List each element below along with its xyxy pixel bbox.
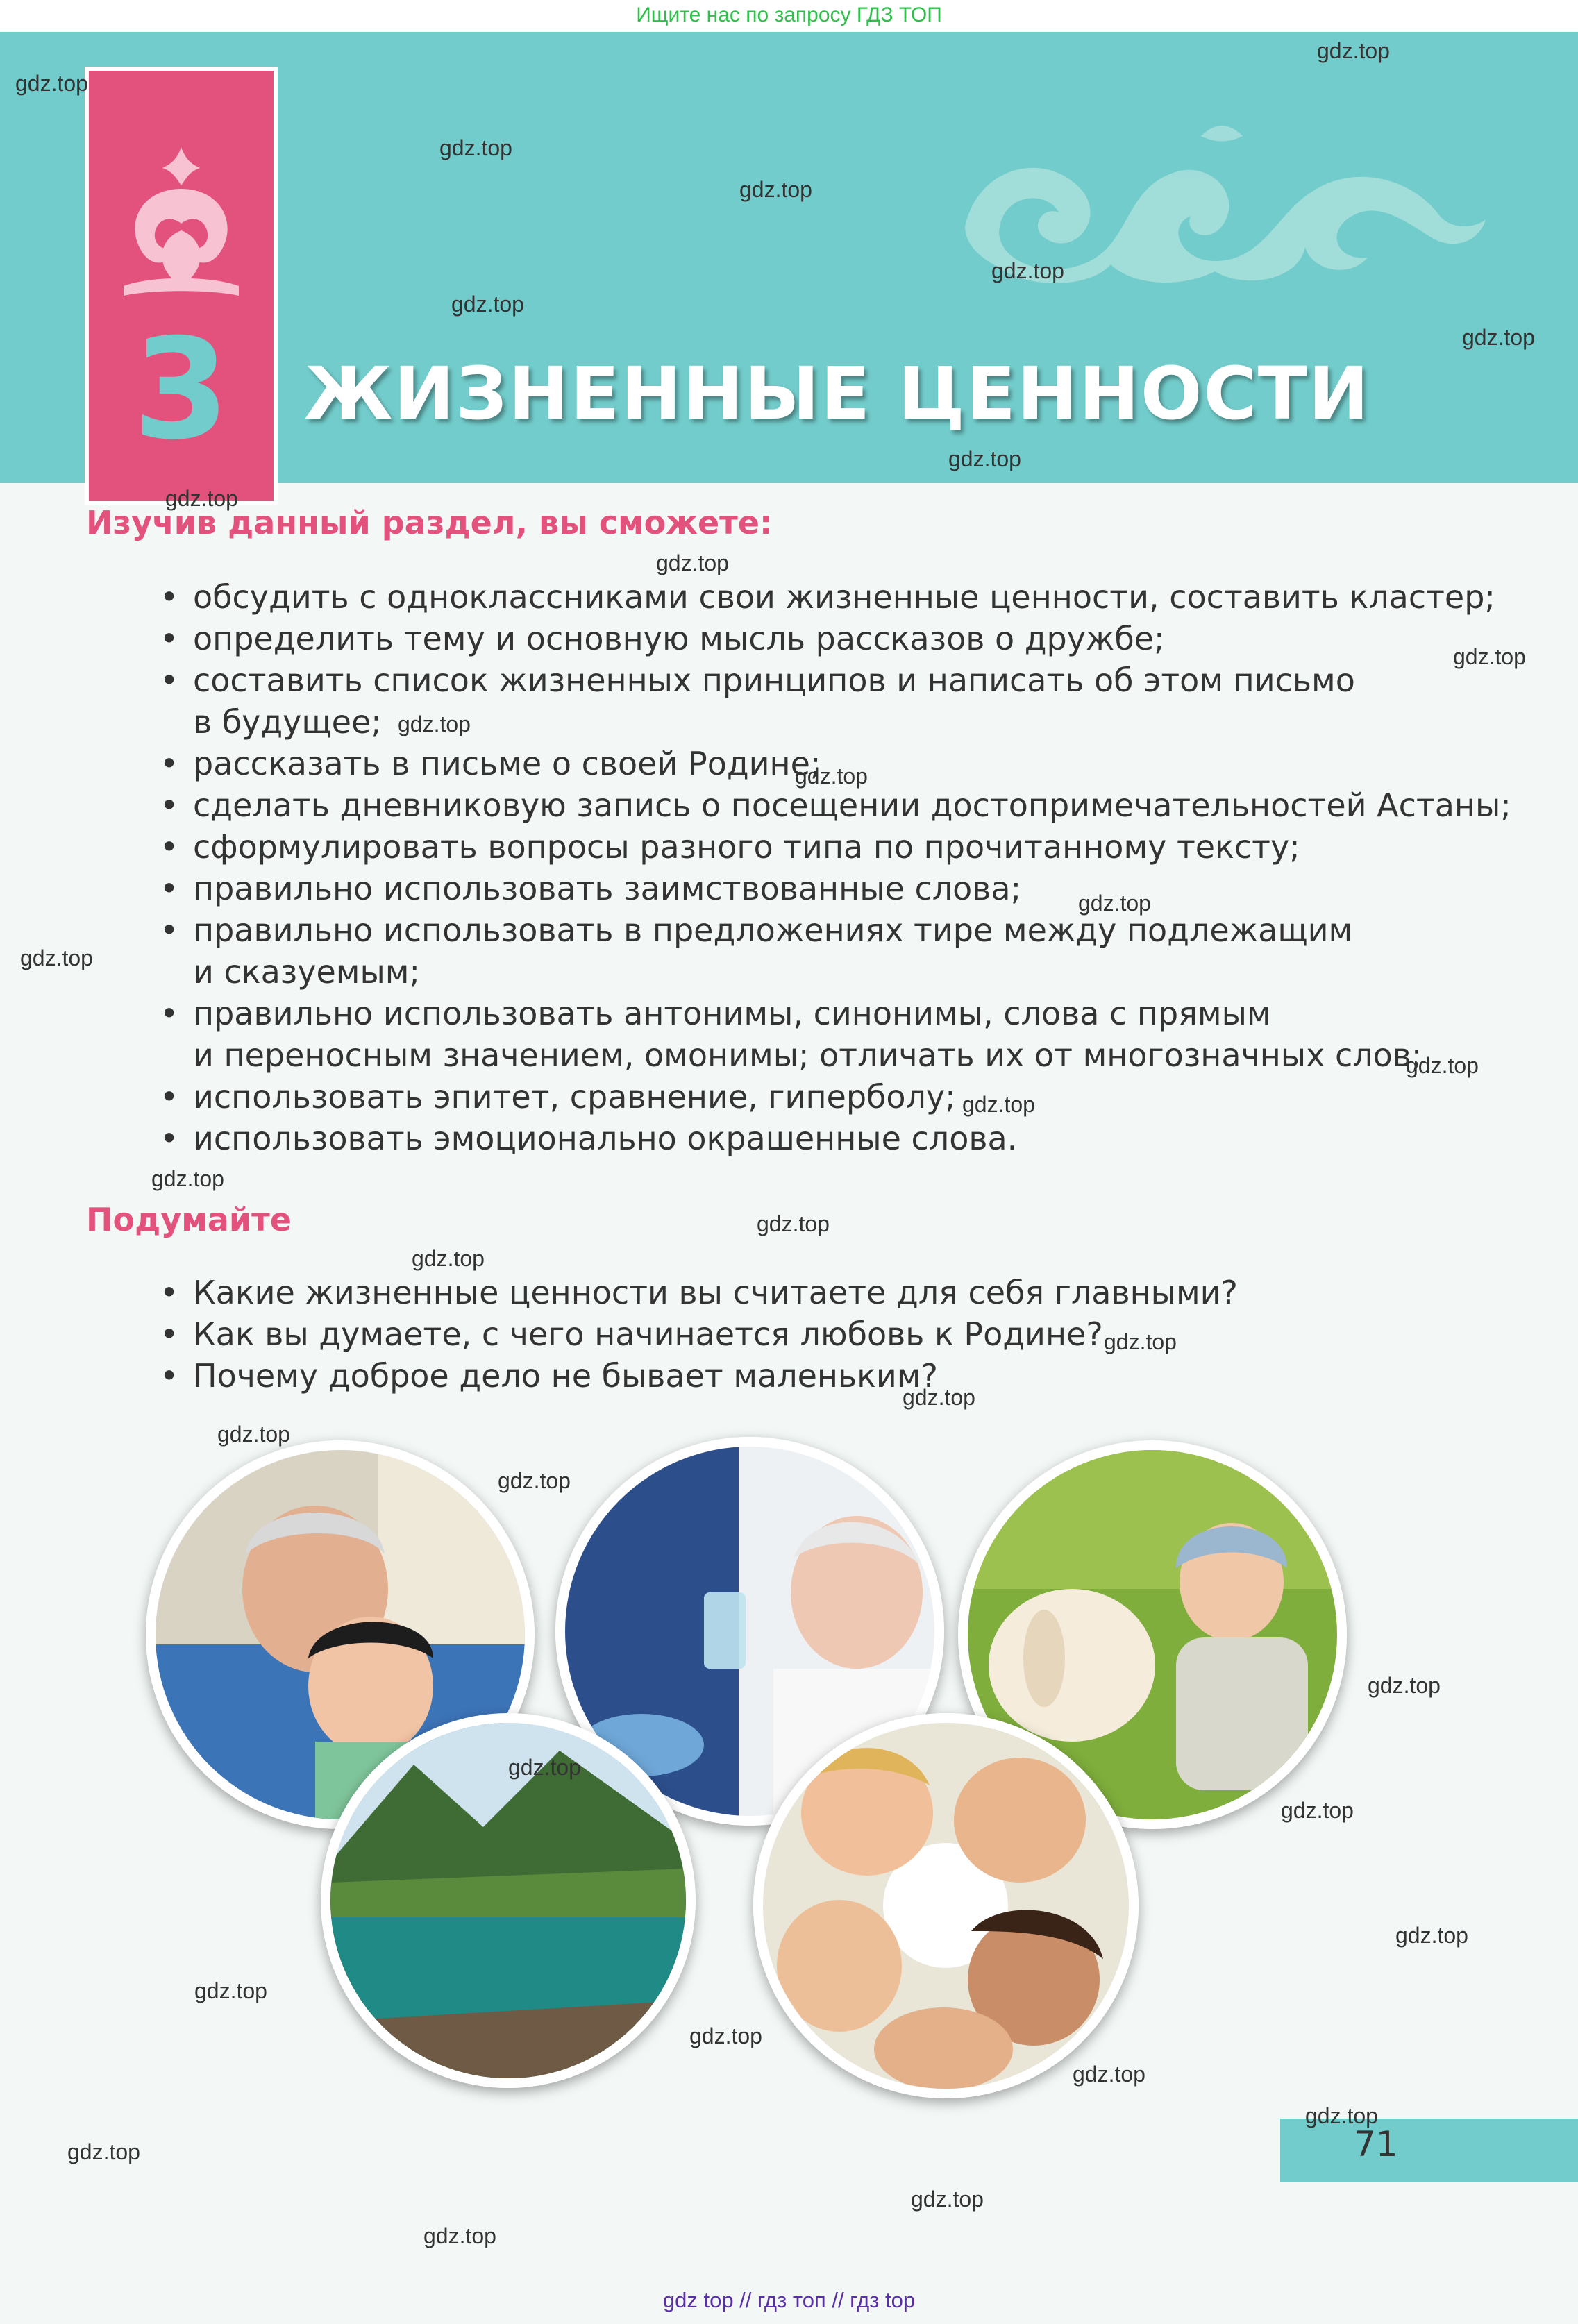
chapter-number: 3 — [133, 309, 230, 471]
chapter-number-card — [85, 67, 278, 505]
goal-item-line: и сказуемым; — [193, 953, 420, 991]
think-heading: Подумайте — [86, 1201, 292, 1238]
goal-item — [156, 909, 1511, 993]
chapter-header — [0, 32, 1578, 483]
goal-item-line: • обсудить с одноклассниками свои жизненные ценности, составить кластер; — [193, 578, 1495, 616]
watermark: gdz.top — [1368, 1673, 1441, 1698]
watermark: gdz.top — [1078, 891, 1151, 916]
question-item: • Почему доброе дело не бывает маленьким? — [156, 1355, 1238, 1397]
goal-item-line: • использовать эмоционально окрашенные слова. — [193, 1120, 1018, 1157]
watermark: gdz.top — [795, 764, 868, 789]
goal-item-line: • сформулировать вопросы разного типа по прочитанному тексту; — [193, 828, 1300, 866]
watermark: gdz.top — [948, 446, 1021, 471]
watermark: gdz.top — [1104, 1329, 1177, 1354]
goal-item — [156, 659, 1511, 743]
goal-item — [156, 784, 1511, 826]
goals-heading: Изучив данный раздел, вы сможете: — [86, 504, 773, 541]
watermark: gdz.top — [20, 945, 93, 970]
watermark: gdz.top — [508, 1755, 581, 1780]
watermark: gdz.top — [689, 2023, 762, 2048]
question-item: • Как вы думаете, с чего начинается любовь к Родине? — [156, 1313, 1238, 1355]
footer-links[interactable]: gdz top // гдз топ // гдз top — [662, 2288, 916, 2312]
goal-item — [156, 1076, 1511, 1118]
watermark: gdz.top — [194, 1978, 267, 2003]
watermark: gdz.top — [1406, 1053, 1479, 1078]
goal-item-line: в будущее; — [193, 703, 382, 741]
watermark: gdz.top — [498, 1468, 571, 1493]
watermark: gdz.top — [757, 1211, 830, 1236]
watermark: gdz.top — [1317, 38, 1390, 63]
goal-item — [156, 826, 1511, 868]
watermark: gdz.top — [423, 2223, 496, 2248]
ornament-icon — [117, 147, 246, 307]
watermark: gdz.top — [1073, 2062, 1145, 2087]
goal-item — [156, 1118, 1511, 1159]
watermark: gdz.top — [1281, 1798, 1354, 1823]
watermark: gdz.top — [67, 2139, 140, 2164]
goal-item-line: • определить тему и основную мысль рассказов о дружбе; — [193, 620, 1165, 657]
watermark: gdz.top — [1305, 2103, 1378, 2128]
goal-item — [156, 618, 1511, 659]
watermark: gdz.top — [151, 1166, 224, 1191]
goal-item-line: • использовать эпитет, сравнение, гиперболу; — [193, 1078, 956, 1115]
watermark: gdz.top — [1462, 325, 1535, 350]
watermark: gdz.top — [962, 1092, 1035, 1117]
watermark: gdz.top — [1453, 644, 1526, 669]
watermark: gdz.top — [217, 1422, 290, 1447]
watermark: gdz.top — [439, 135, 512, 160]
goal-item-line: и переносным значением, омонимы; отличать их от многозначных слов; — [193, 1036, 1422, 1074]
question-item: • Какие жизненные ценности вы считаете для себя главными? — [156, 1272, 1238, 1313]
watermark: gdz.top — [165, 486, 238, 511]
watermark: gdz.top — [15, 71, 88, 96]
goal-item-line: • составить список жизненных принципов и написать об этом письмо — [193, 662, 1355, 699]
page-number: 71 — [1354, 2124, 1398, 2164]
children-circle-photo — [753, 1713, 1139, 2098]
goal-item-line: • сделать дневниковую запись о посещении достопримечательностей Астаны; — [193, 786, 1511, 824]
watermark: gdz.top — [1395, 1923, 1468, 1948]
watermark: gdz.top — [398, 711, 471, 736]
watermark: gdz.top — [412, 1246, 485, 1271]
think-list — [156, 1272, 1238, 1397]
goals-list — [156, 576, 1511, 1159]
goal-item-line: • правильно использовать в предложениях тире между подлежащим — [193, 911, 1353, 949]
watermark: gdz.top — [991, 258, 1064, 283]
chapter-title: ЖИЗНЕННЫЕ ЦЕННОСТИ — [304, 351, 1370, 436]
watermark: gdz.top — [739, 177, 812, 202]
watermark: gdz.top — [911, 2187, 984, 2212]
goal-item-line: • правильно использовать заимствованные слова; — [193, 870, 1022, 907]
top-banner[interactable]: Ищите нас по запросу ГДЗ ТОП — [0, 0, 1578, 32]
goal-item — [156, 993, 1511, 1076]
watermark: gdz.top — [451, 292, 524, 317]
goal-item — [156, 576, 1511, 618]
goal-item-line: • правильно использовать антонимы, синонимы, слова с прямым — [193, 995, 1271, 1032]
watermark: gdz.top — [656, 550, 729, 575]
goal-item-line: • рассказать в письме о своей Родине; — [193, 745, 821, 782]
goal-item — [156, 868, 1511, 909]
watermark: gdz.top — [903, 1385, 975, 1410]
